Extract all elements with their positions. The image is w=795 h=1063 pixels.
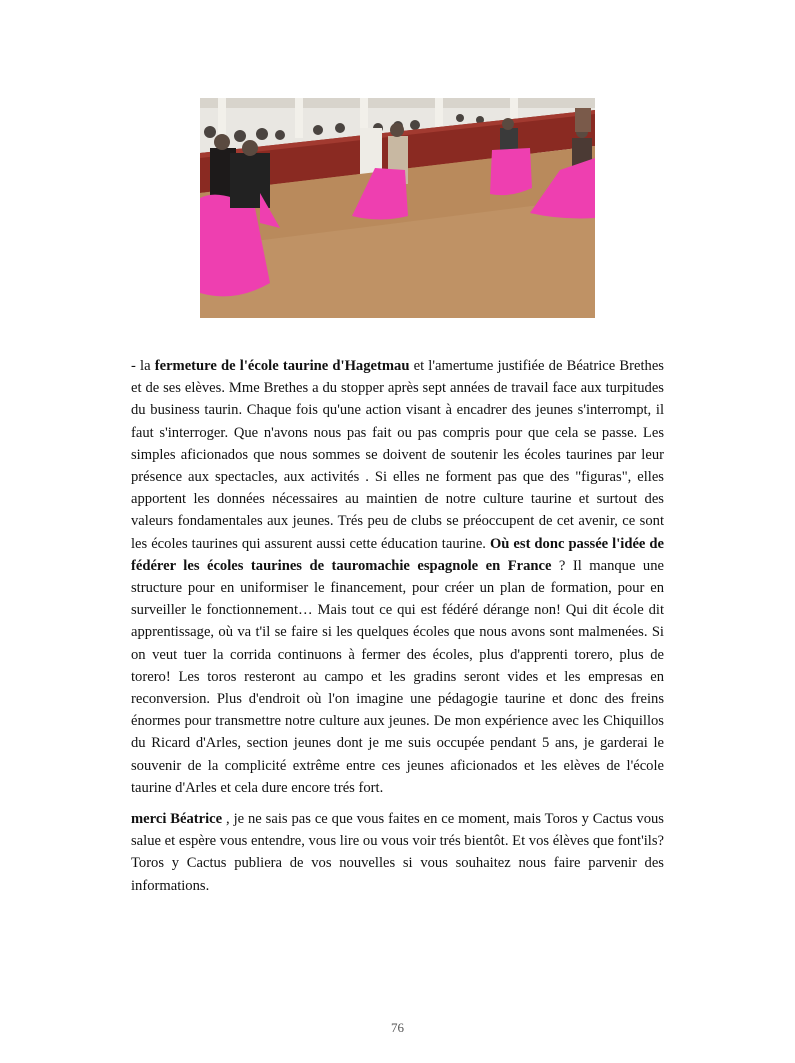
article-body <box>131 355 664 897</box>
pillar <box>295 98 303 138</box>
arena-training-illustration <box>200 98 595 318</box>
paragraph-hagetmau <box>131 355 664 799</box>
page-number: 76 <box>391 1020 404 1035</box>
bold-phrase: fermeture de l'école taurine d'Hagetmau <box>154 358 410 374</box>
pillar <box>218 98 226 138</box>
text-run: ? Il manque une structure pour en uniformiser le financement, pour créer un plan de formation, pour en surveiller le fonctionnement… Mais tout ce qui est fédéré dérange non! Qui dit école dit apprentissage, où va t'il se faire si les quelques écoles que nous avons sont malmenées. Si on veut tuer la corrida continuons à fermer des écoles, plus d'apprenti torero, plus de torero! Les toros resteront au campo et les gradins seront vides et les empresas en reconversion. Plus d'endroit où l'on imagine une pédagogie taurine et donc des freins énormes pour transmettre notre culture aux jeunes. De mon expérience avec les Chiquillos du Ricard d'Arles, section jeunes dont je me suis occupée pendant 5 ans, je garderai le souvenir de la complicité extrême entre ces jeunes aficionados et les elèves de l'école taurine d'Arles et cela dure encore trés fort. <box>131 557 664 796</box>
text-run: - la <box>131 358 155 374</box>
bullfighting-school-photo <box>200 98 595 318</box>
paragraph-merci <box>131 808 664 897</box>
bold-question: Où est donc passée l'idée de fédérer les écoles taurines de tauromachie espagnole en France <box>131 535 664 574</box>
roof-band <box>200 98 595 108</box>
bold-phrase: merci Béatrice <box>131 811 223 828</box>
text-run: , je ne sais pas ce que vous faites en ce moment, mais Toros y Cactus vous salue et espère vous entendre, vous lire ou vous voir trés bientôt. Et vos élèves que font'ils? Toros y Cactus publiera de vos nouvelles si vous souhaitez nous faire parvenir des informations. <box>131 811 664 894</box>
text-run: et l'amertume justifiée de Béatrice Brethes et de ses elèves. Mme Brethes a du stopper après sept années de travail face aux turpitudes du business taurin. Chaque fois qu'une action visant à encadrer des jeunes s'interrompt, il faut s'interroger. Que n'avons nous pas fait ou pas compris pour que cela se passe. Les simples aficionados que nous sommes se doivent de soutenir les écoles taurines par leur présence aux spectacles, aux activités . Si elles ne forment pas que des "figuras", elles apportent les données nécessaires au maintien de notre culture taurine et surtout des valeurs fondamentales aux jeunes. Trés peu de clubs se préoccupent de cet avenir, ce sont les écoles taurines qui assurent aussi cette éducation taurine. <box>131 358 664 552</box>
